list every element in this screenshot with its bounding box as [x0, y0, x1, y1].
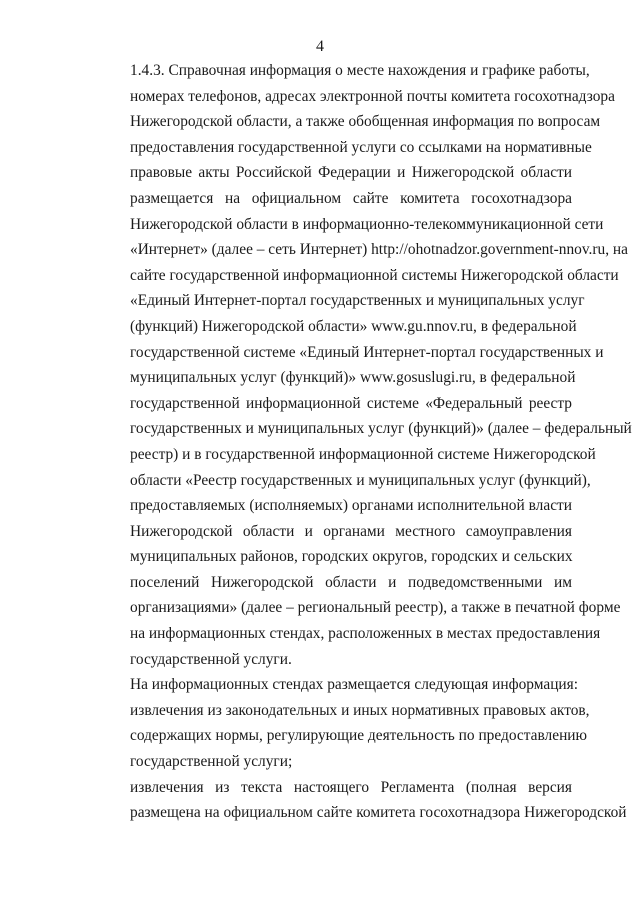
text-line: муниципальных районов, городских округов, городских и сельских: [130, 548, 573, 566]
text-line: реестр) и в государственной информационной системе Нижегородской: [130, 445, 596, 463]
text-line: «Единый Интернет-портал государственных и муниципальных услуг: [130, 292, 585, 310]
text-line: содержащих нормы, регулирующие деятельность по предоставлению: [130, 727, 588, 745]
text-line: извлечения из законодательных и иных нормативных правовых актов,: [130, 701, 590, 719]
text-line: сайте государственной информационной системы Нижегородской области: [130, 266, 619, 284]
text-line: «Интернет» (далее – сеть Интернет) http://ohotnadzor.government-nnov.ru, на: [130, 241, 628, 259]
text-line: организациями» (далее – региональный реестр), а также в печатной форме: [130, 599, 621, 617]
text-line: государственной услуги;: [130, 753, 293, 771]
text-line: государственной системе «Единый Интернет-портал государственных и: [130, 343, 604, 361]
text-line: государственной услуги.: [130, 650, 292, 668]
text-line: номерах телефонов, адресах электронной почты комитета госохотнадзора: [130, 87, 615, 105]
text-line: предоставления государственной услуги со ссылками на нормативные: [130, 138, 592, 156]
text-line: Нижегородской области, а также обобщенная информация по вопросам: [130, 113, 601, 131]
document-body: [92, 58, 632, 826]
text-line: муниципальных услуг (функций)» www.gosuslugi.ru, в федеральной: [130, 369, 576, 387]
text-line: извлечения из текста настоящего Регламента (полная версия: [130, 778, 572, 796]
paragraph-legal-extracts: [92, 698, 590, 775]
text-line: (функций) Нижегородской области» www.gu.nnov.ru, в федеральной: [130, 317, 577, 335]
text-line: размещается на официальном сайте комитета госохотнадзора: [130, 189, 572, 207]
text-line: 1.4.3. Справочная информация о месте нахождения и графике работы,: [130, 62, 590, 79]
text-line: государственной информационной системе «Федеральный реестр: [130, 394, 572, 412]
text-line: размещена на официальном сайте комитета госохотнадзора Нижегородской: [130, 804, 627, 822]
text-line: Нижегородской области в информационно-телекоммуникационной сети: [130, 215, 604, 233]
text-line: На информационных стендах размещается следующая информация:: [130, 676, 579, 694]
text-line: поселений Нижегородской области и подведомственными им: [130, 573, 572, 591]
paragraph-stands-intro: [92, 672, 579, 698]
page-number: 4: [316, 38, 324, 55]
paragraph-reference-info: [92, 58, 632, 672]
text-line: области «Реестр государственных и муниципальных услуг (функций),: [130, 471, 591, 489]
text-line: на информационных стендах, расположенных в местах предоставления: [130, 625, 601, 643]
text-line: Нижегородской области и органами местного самоуправления: [130, 522, 572, 540]
text-line: предоставляемых (исполняемых) органами исполнительной власти: [130, 497, 572, 515]
paragraph-regulation-extracts: [92, 775, 627, 826]
text-line: правовые акты Российской Федерации и Нижегородской области: [130, 164, 572, 182]
text-line: государственных и муниципальных услуг (функций)» (далее – федеральный: [130, 420, 632, 438]
